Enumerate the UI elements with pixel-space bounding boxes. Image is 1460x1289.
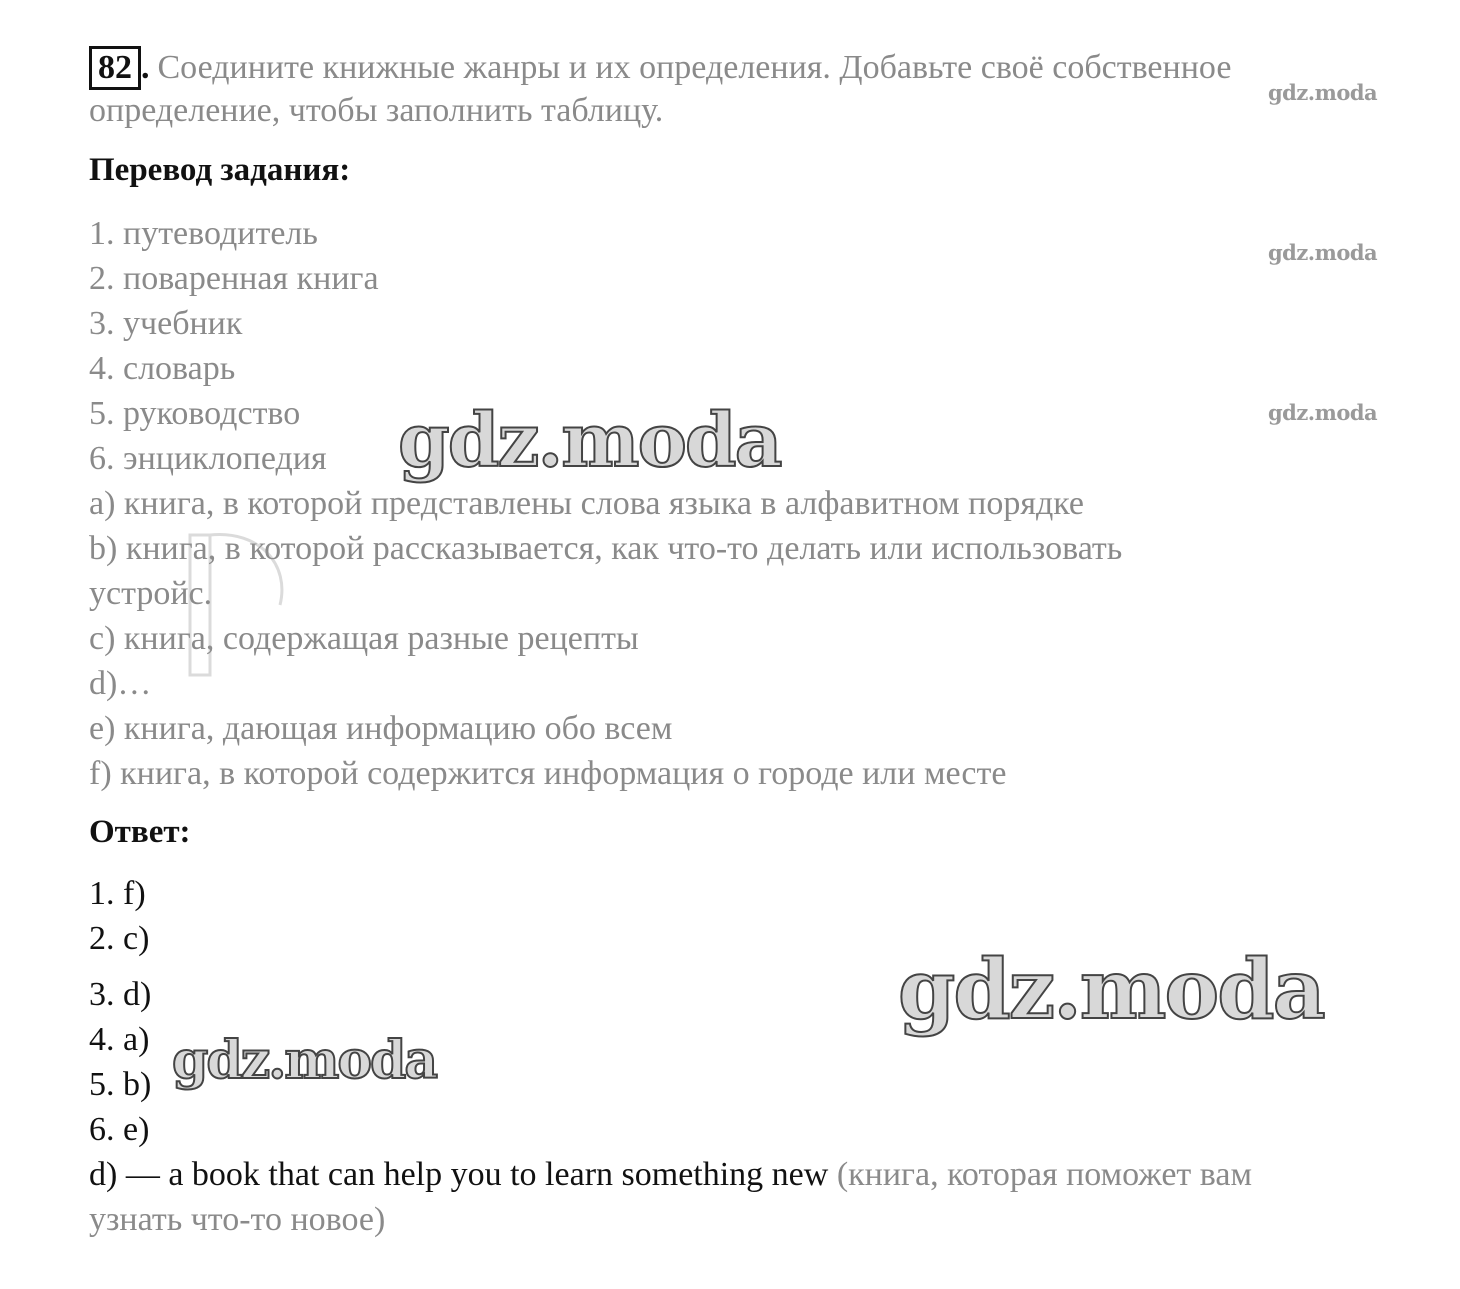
answer-definition-line-1 [89, 1155, 1252, 1195]
translation-item-5: 5. руководство [89, 395, 301, 432]
translation-item-b: b) книга, в которой рассказывается, как что-то делать или использовать [89, 530, 1123, 567]
translation-item-f: f) книга, в которой содержится информация о городе или месте [89, 755, 1007, 792]
answer-item-4: 4. a) [89, 1021, 150, 1058]
answer-heading: Ответ: [89, 814, 191, 850]
watermark-small-2: gdz.moda [1268, 240, 1378, 265]
translation-item-3: 3. учебник [89, 305, 243, 342]
task-text-line-1: Соедините книжные жанры и их определения. Добавьте своё собственное [157, 49, 1232, 86]
translation-item-4: 4. словарь [89, 350, 236, 387]
watermark-big-2: gdz.moda [898, 942, 1324, 1038]
answer-definition-ru-part1: (книга, которая поможет вам [836, 1156, 1252, 1193]
translation-item-d: d)… [89, 665, 152, 702]
task-number-dot: . [141, 49, 150, 86]
task-line-1 [89, 46, 1231, 90]
task-line-2 [89, 91, 663, 131]
answer-item-5: 5. b) [89, 1066, 152, 1103]
watermark-small-1: gdz.moda [1268, 80, 1378, 105]
answer-item-3: 3. d) [89, 976, 152, 1013]
answer-item-6: 6. e) [89, 1111, 150, 1148]
answer-item-2: 2. c) [89, 920, 150, 957]
translation-heading: Перевод задания: [89, 152, 351, 188]
translation-item-e: e) книга, дающая информацию обо всем [89, 710, 673, 747]
watermark-big-1: gdz.moda [398, 398, 781, 484]
watermark-small-3: gdz.moda [1268, 400, 1378, 425]
task-text-line-2: определение, чтобы заполнить таблицу. [89, 92, 664, 129]
translation-item-b-cont: устройс. [89, 575, 213, 612]
translation-item-6: 6. энциклопедия [89, 440, 327, 477]
watermark-big-3: gdz.moda [172, 1030, 437, 1091]
answer-definition-en: d) — a book that can help you to learn something new [89, 1156, 829, 1193]
answer-item-1: 1. f) [89, 875, 146, 912]
answer-definition-line-2: узнать что-то новое) [89, 1201, 386, 1238]
task-number-badge: 82 [89, 46, 141, 90]
translation-item-a: a) книга, в которой представлены слова языка в алфавитном порядке [89, 485, 1085, 522]
translation-item-1: 1. путеводитель [89, 215, 318, 252]
translation-item-2: 2. поваренная книга [89, 260, 379, 297]
ghost-artifact [180, 525, 320, 695]
translation-item-c: c) книга, содержащая разные рецепты [89, 620, 639, 657]
